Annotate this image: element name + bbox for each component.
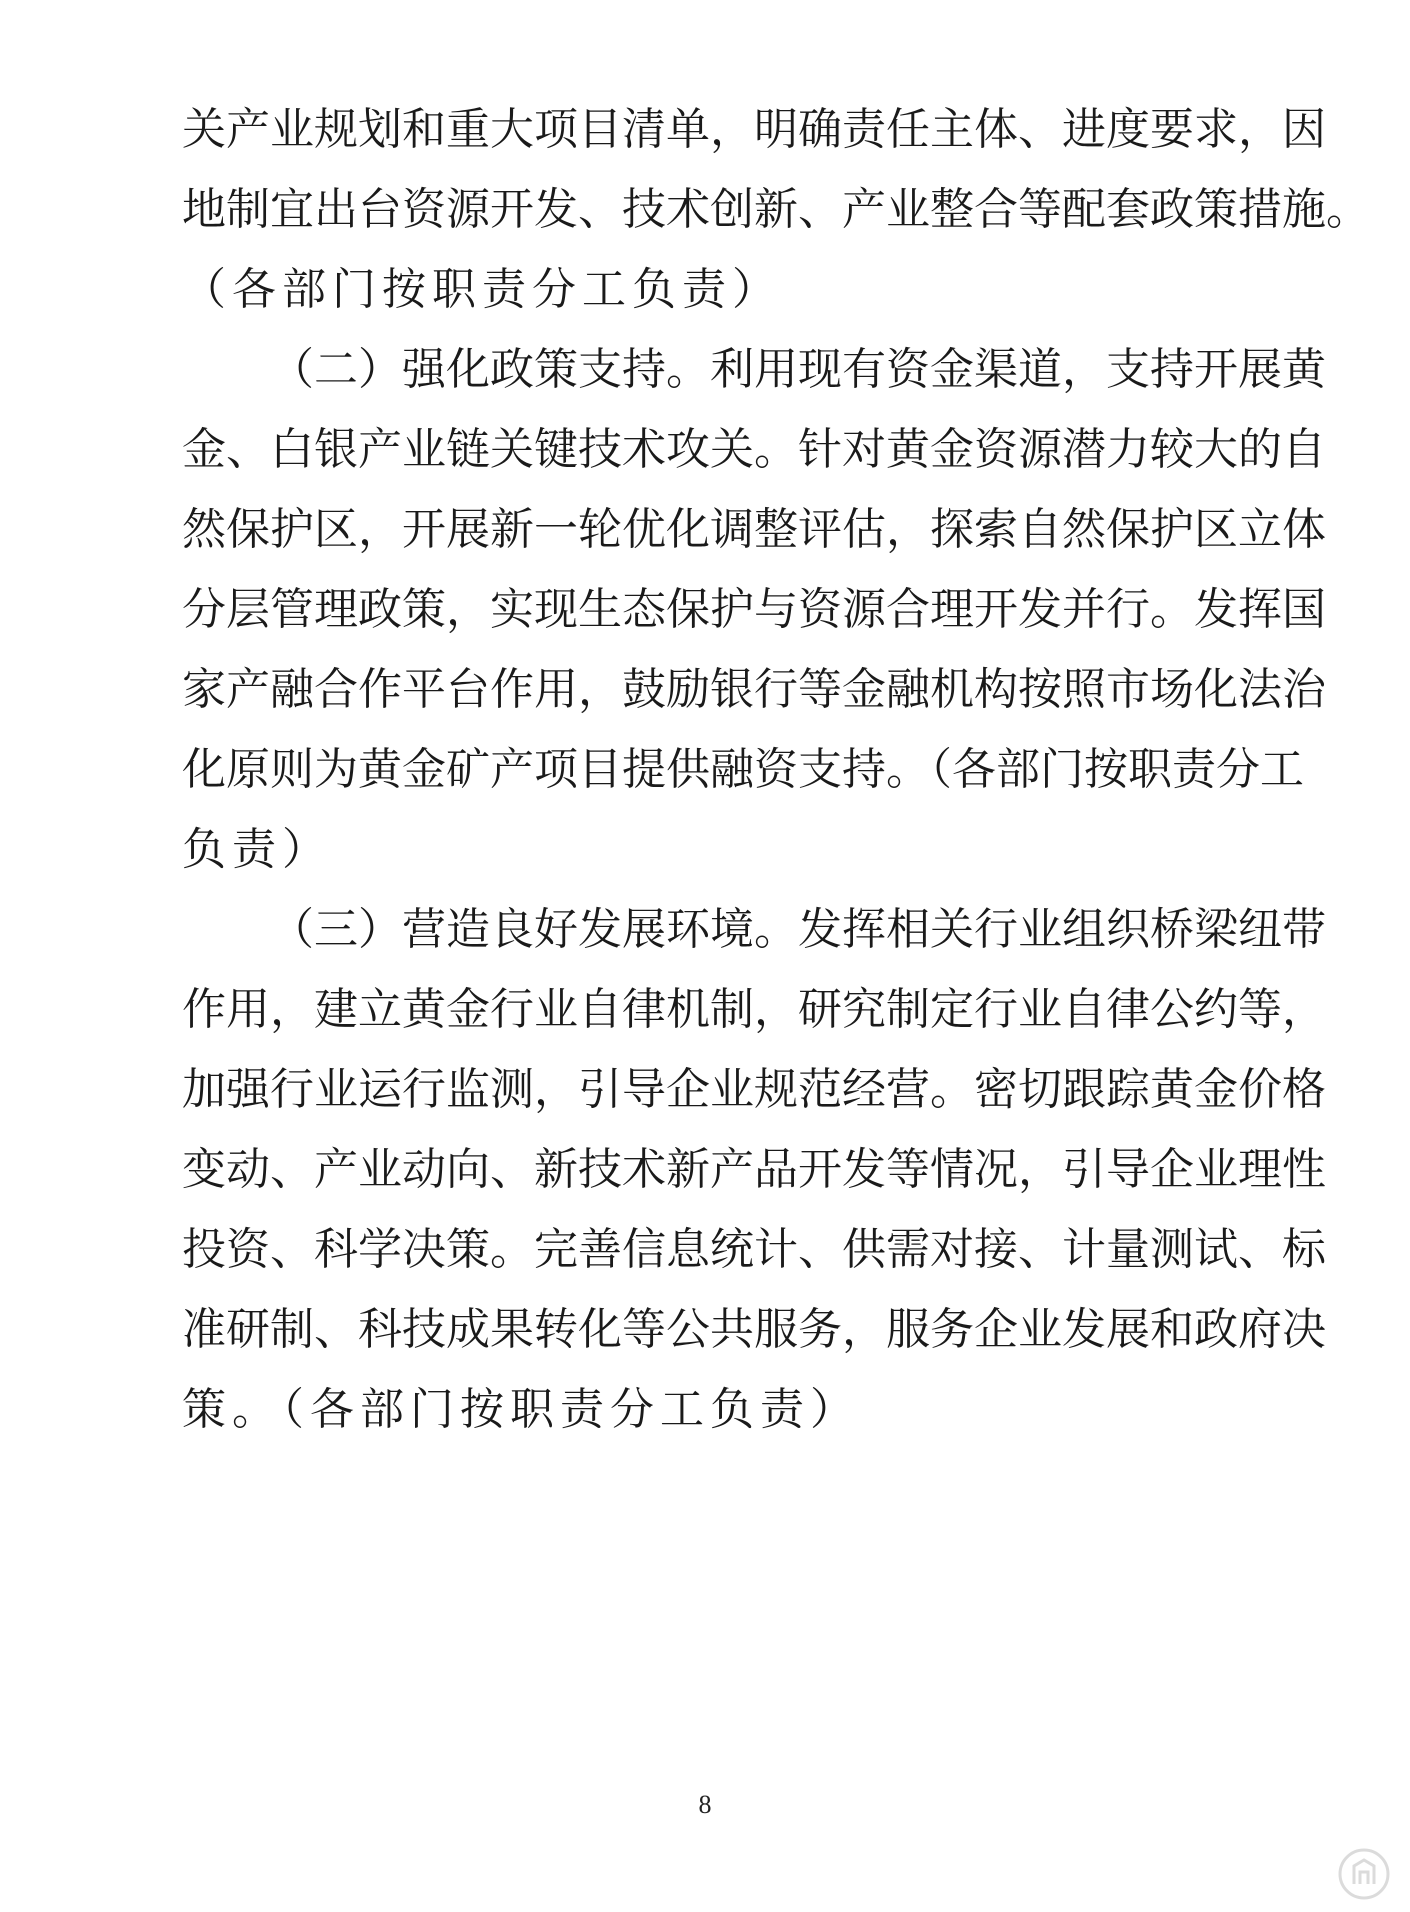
text-line: 策。（各部门按职责分工负责） (182, 1384, 860, 1435)
text-line: 金、白银产业链关键技术攻关。针对黄金资源潜力较大的自 (182, 424, 1326, 475)
text-line: （各部门按职责分工负责） (182, 264, 782, 315)
paragraph-3 (182, 890, 1326, 1450)
text-line: 然保护区，开展新一轮优化调整评估，探索自然保护区立体 (182, 504, 1326, 555)
watermark (1336, 1846, 1400, 1902)
text-line: 负责） (182, 824, 332, 875)
text-line: 家产融合作平台作用，鼓励银行等金融机构按照市场化法治 (182, 664, 1326, 715)
text-line: 准研制、科技成果转化等公共服务，服务企业发展和政府决 (182, 1304, 1326, 1355)
document-body (182, 90, 1370, 1450)
text-line: 化原则为黄金矿产项目提供融资支持。（各部门按职责分工 (182, 744, 1304, 795)
text-line: 地制宜出台资源开发、技术创新、产业整合等配套政策措施。 (182, 184, 1370, 235)
text-line: 分层管理政策，实现生态保护与资源合理开发并行。发挥国 (182, 584, 1326, 635)
text-line: 关产业规划和重大项目清单，明确责任主体、进度要求，因 (182, 104, 1326, 155)
page-number: 8 (698, 1790, 712, 1819)
text-line: （三）营造良好发展环境。发挥相关行业组织桥梁纽带 (270, 904, 1326, 955)
paragraph-1 (182, 90, 1370, 330)
text-line: 投资、科学决策。完善信息统计、供需对接、计量测试、标 (182, 1224, 1326, 1275)
text-line: 变动、产业动向、新技术新产品开发等情况，引导企业理性 (182, 1144, 1326, 1195)
text-line: 加强行业运行监测，引导企业规范经营。密切跟踪黄金价格 (182, 1064, 1326, 1115)
text-line: （二）强化政策支持。利用现有资金渠道，支持开展黄 (270, 344, 1326, 395)
paragraph-2 (182, 330, 1326, 890)
watermark-logo-icon (1336, 1846, 1392, 1902)
text-line: 作用，建立黄金行业自律机制，研究制定行业自律公约等， (182, 984, 1326, 1035)
